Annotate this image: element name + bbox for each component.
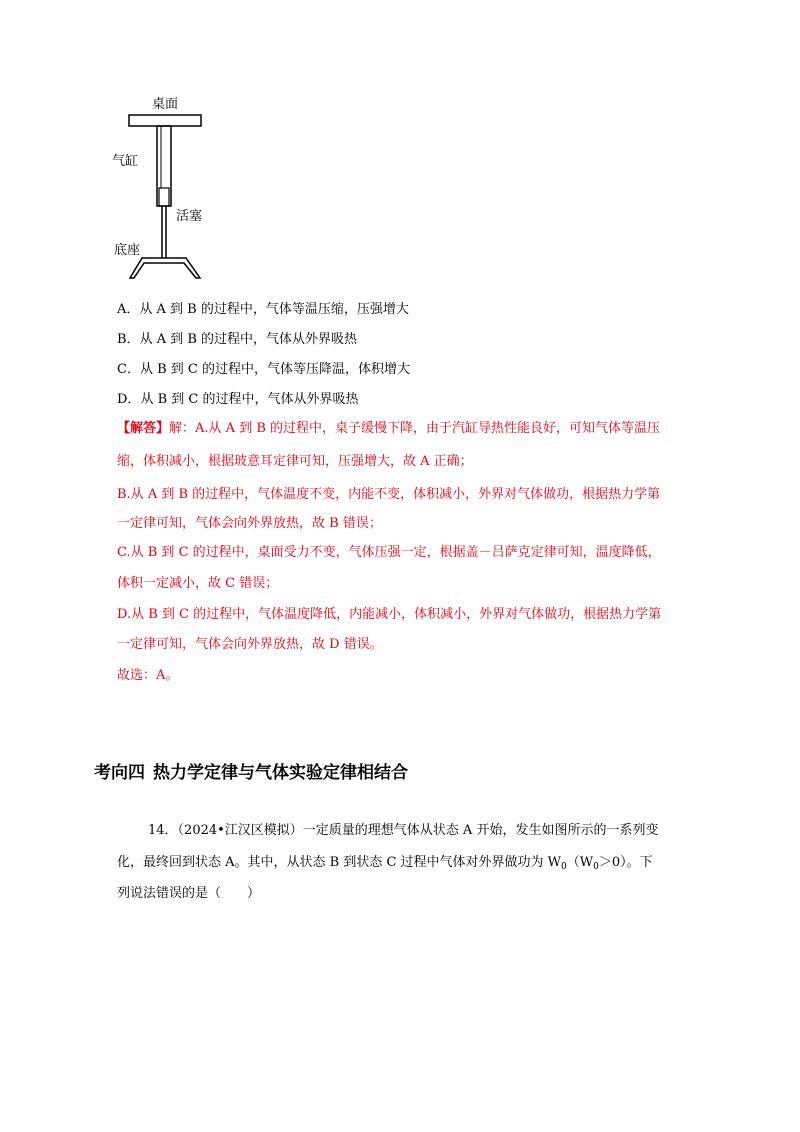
question-line-3: 列说法错误的是（ ）: [117, 886, 261, 901]
apparatus-svg: [110, 88, 220, 288]
answer-line-4: 一定律可知，气体会向外界放热，故 B 错误；: [117, 516, 382, 531]
option-text: 从 B 到 C 的过程中，气体等压降温，体积增大: [139, 362, 410, 377]
option-text: 从 B 到 C 的过程中，气体从外界吸热: [140, 392, 359, 407]
piston: [159, 188, 169, 206]
answer-label: 【解答】: [117, 421, 170, 436]
subscript: 0: [593, 862, 599, 872]
option-letter: A．: [117, 302, 140, 317]
cylinder-label: 气缸: [112, 154, 139, 169]
desktop-label: 桌面: [152, 97, 179, 112]
option-b: [117, 331, 357, 349]
subscript: 0: [561, 862, 567, 872]
answer-line-3: B.从 A 到 B 的过程中，气体温度不变，内能不变，体积减小，外界对气体做功，根据热力学第: [117, 487, 661, 502]
answer-text: 解：A.从 A 到 B 的过程中，桌子缓慢下降，由于汽缸导热性能良好，可知气体等温压: [169, 421, 661, 436]
answer-line-2: 缩，体积减小，根据玻意耳定律可知，压强增大，故 A 正确；: [117, 454, 473, 469]
option-c: [117, 361, 410, 379]
answer-line-5: C.从 B 到 C 的过程中，桌面受力不变，气体压强一定，根据盖－吕萨克定律可知，温度降低，: [117, 545, 661, 560]
answer-choice: 故选：A。: [117, 668, 179, 683]
base-stand: [130, 258, 200, 278]
option-letter: C．: [117, 362, 140, 377]
answer-line-7: D.从 B 到 C 的过程中，气体温度降低，内能减小，体积减小，外界对气体做功，根据热力学第: [117, 607, 662, 622]
answer-line-1: [117, 420, 660, 438]
piston-label: 活塞: [176, 209, 203, 224]
section-number: 考向四: [94, 763, 145, 783]
answer-line-6: 体积一定减小，故 C 错误；: [117, 576, 279, 591]
desktop-plate: [129, 115, 201, 126]
answer-line-8: 一定律可知，气体会向外界放热，故 D 错误。: [117, 637, 383, 652]
question-line-2: [117, 854, 653, 876]
option-letter: D．: [117, 392, 141, 407]
question-text: ＞0）。下: [598, 855, 653, 870]
apparatus-diagram: [110, 88, 220, 288]
option-letter: B．: [117, 332, 140, 347]
section-heading: [94, 758, 408, 783]
question-text: 化，最终回到状态 A。其中，从状态 B 到状态 C 过程中气体对外界做功为 W: [117, 855, 562, 870]
option-d: [117, 391, 358, 409]
option-text: 从 A 到 B 的过程中，气体等温压缩，压强增大: [139, 302, 409, 317]
base-label: 底座: [114, 243, 141, 258]
option-text: 从 A 到 B 的过程中，气体从外界吸热: [139, 332, 358, 347]
question-line-1: 14．（2024•江汉区模拟）一定质量的理想气体从状态 A 开始，发生如图所示的一系列变: [148, 823, 659, 838]
question-text: （W: [566, 855, 594, 870]
section-title: 热力学定律与气体实验定律相结合: [153, 763, 408, 783]
option-a: [117, 301, 409, 319]
